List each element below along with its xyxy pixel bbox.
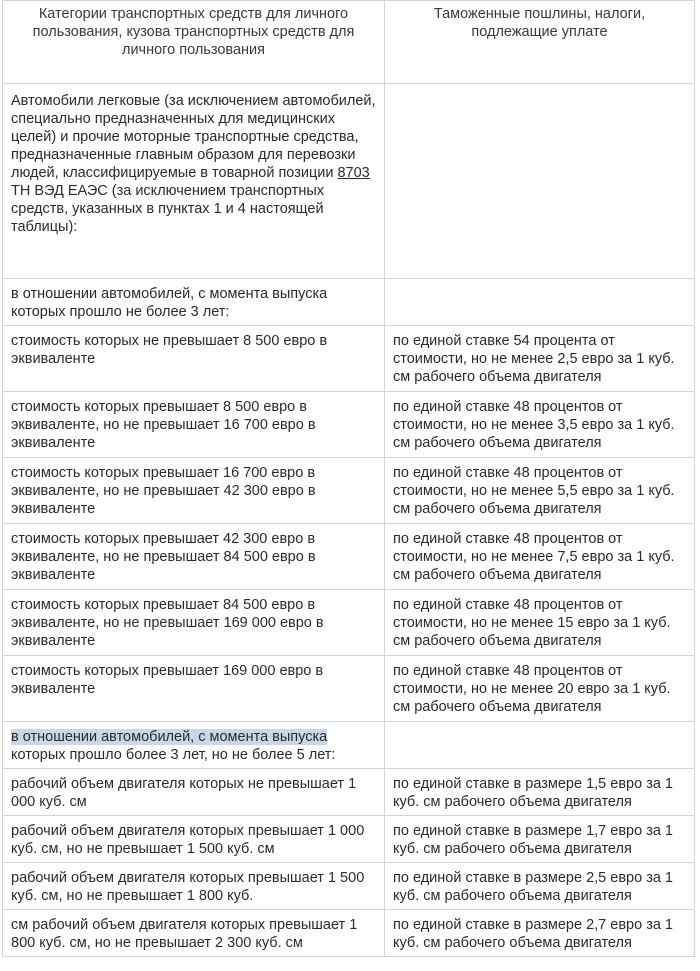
intro-row (3, 84, 695, 279)
intro-text-before: Автомобили легковые (за исключением автомобилей, специально предназначенных для медицинских целей) и прочие моторные транспортные средства, предназначенные главным образом для перевозки людей, классифицируемые в товарной позиции (11, 93, 376, 181)
row-duty: по единой ставке 48 процентов от стоимости, но не менее 5,5 евро за 1 куб. см рабочего объема двигателя (385, 458, 695, 524)
row-duty: по единой ставке 48 процентов от стоимости, но не менее 7,5 евро за 1 куб. см рабочего объема двигателя (385, 524, 695, 590)
intro-category (3, 84, 385, 279)
table-row (3, 910, 695, 957)
table-row (3, 590, 695, 656)
table-row (3, 524, 695, 590)
row-duty: по единой ставке 54 процента от стоимости, но не менее 2,5 евро за 1 куб. см рабочего объема двигателя (385, 326, 695, 392)
table-row (3, 458, 695, 524)
selected-text-highlight[interactable]: в отношении автомобилей, с момента выпуска (11, 729, 328, 745)
table-row (3, 392, 695, 458)
row-duty: по единой ставке 48 процентов от стоимости, но не менее 3,5 евро за 1 куб. см рабочего объема двигателя (385, 392, 695, 458)
section-duty (385, 279, 695, 326)
intro-duty (385, 84, 695, 279)
row-duty: по единой ставке в размере 1,5 евро за 1 куб. см рабочего объема двигателя (385, 769, 695, 816)
row-duty: по единой ставке в размере 2,5 евро за 1 куб. см рабочего объема двигателя (385, 863, 695, 910)
section-row-up-to-3-years (3, 279, 695, 326)
customs-duties-table (2, 0, 695, 957)
section-duty (385, 722, 695, 769)
table-row (3, 816, 695, 863)
intro-text-after: ТН ВЭД ЕАЭС (за исключением транспортных средств, указанных в пунктах 1 и 4 настоящей таблицы): (11, 183, 325, 235)
section-label-rest: которых прошло более 3 лет, но не более 5 лет: (11, 747, 336, 763)
table-row (3, 656, 695, 722)
table-row (3, 769, 695, 816)
row-duty: по единой ставке в размере 1,7 евро за 1 куб. см рабочего объема двигателя (385, 816, 695, 863)
row-category: стоимость которых превышает 16 700 евро в эквиваленте, но не превышает 42 300 евро в эквиваленте (3, 458, 385, 524)
row-category: стоимость которых превышает 84 500 евро в эквиваленте, но не превышает 169 000 евро в эквиваленте (3, 590, 385, 656)
header-category: Категории транспортных средств для личного пользования, кузова транспортных средств для личного пользования (3, 1, 385, 84)
hs-code-link[interactable]: 8703 (337, 165, 370, 181)
row-duty: по единой ставке 48 процентов от стоимости, но не менее 15 евро за 1 куб. см рабочего объема двигателя (385, 590, 695, 656)
row-category: см рабочий объем двигателя которых превышает 1 800 куб. см, но не превышает 2 300 куб. см (3, 910, 385, 957)
row-category: стоимость которых не превышает 8 500 евро в эквиваленте (3, 326, 385, 392)
row-category: рабочий объем двигателя которых превышает 1 000 куб. см, но не превышает 1 500 куб. см (3, 816, 385, 863)
row-category: рабочий объем двигателя которых не превышает 1 000 куб. см (3, 769, 385, 816)
table-row (3, 863, 695, 910)
row-category: стоимость которых превышает 8 500 евро в эквиваленте, но не превышает 16 700 евро в эквиваленте (3, 392, 385, 458)
row-duty: по единой ставке в размере 2,7 евро за 1 куб. см рабочего объема двигателя (385, 910, 695, 957)
row-category: стоимость которых превышает 169 000 евро в эквиваленте (3, 656, 385, 722)
section-label (3, 722, 385, 769)
header-duty: Таможенные пошлины, налоги, подлежащие уплате (385, 1, 695, 84)
section-row-3-to-5-years (3, 722, 695, 769)
table-row (3, 326, 695, 392)
section-label: в отношении автомобилей, с момента выпуска которых прошло не более 3 лет: (3, 279, 385, 326)
row-duty: по единой ставке 48 процентов от стоимости, но не менее 20 евро за 1 куб. см рабочего объема двигателя (385, 656, 695, 722)
row-category: рабочий объем двигателя которых превышает 1 500 куб. см, но не превышает 1 800 куб. (3, 863, 385, 910)
row-category: стоимость которых превышает 42 300 евро в эквиваленте, но не превышает 84 500 евро в эквиваленте (3, 524, 385, 590)
table-header-row (3, 1, 695, 84)
